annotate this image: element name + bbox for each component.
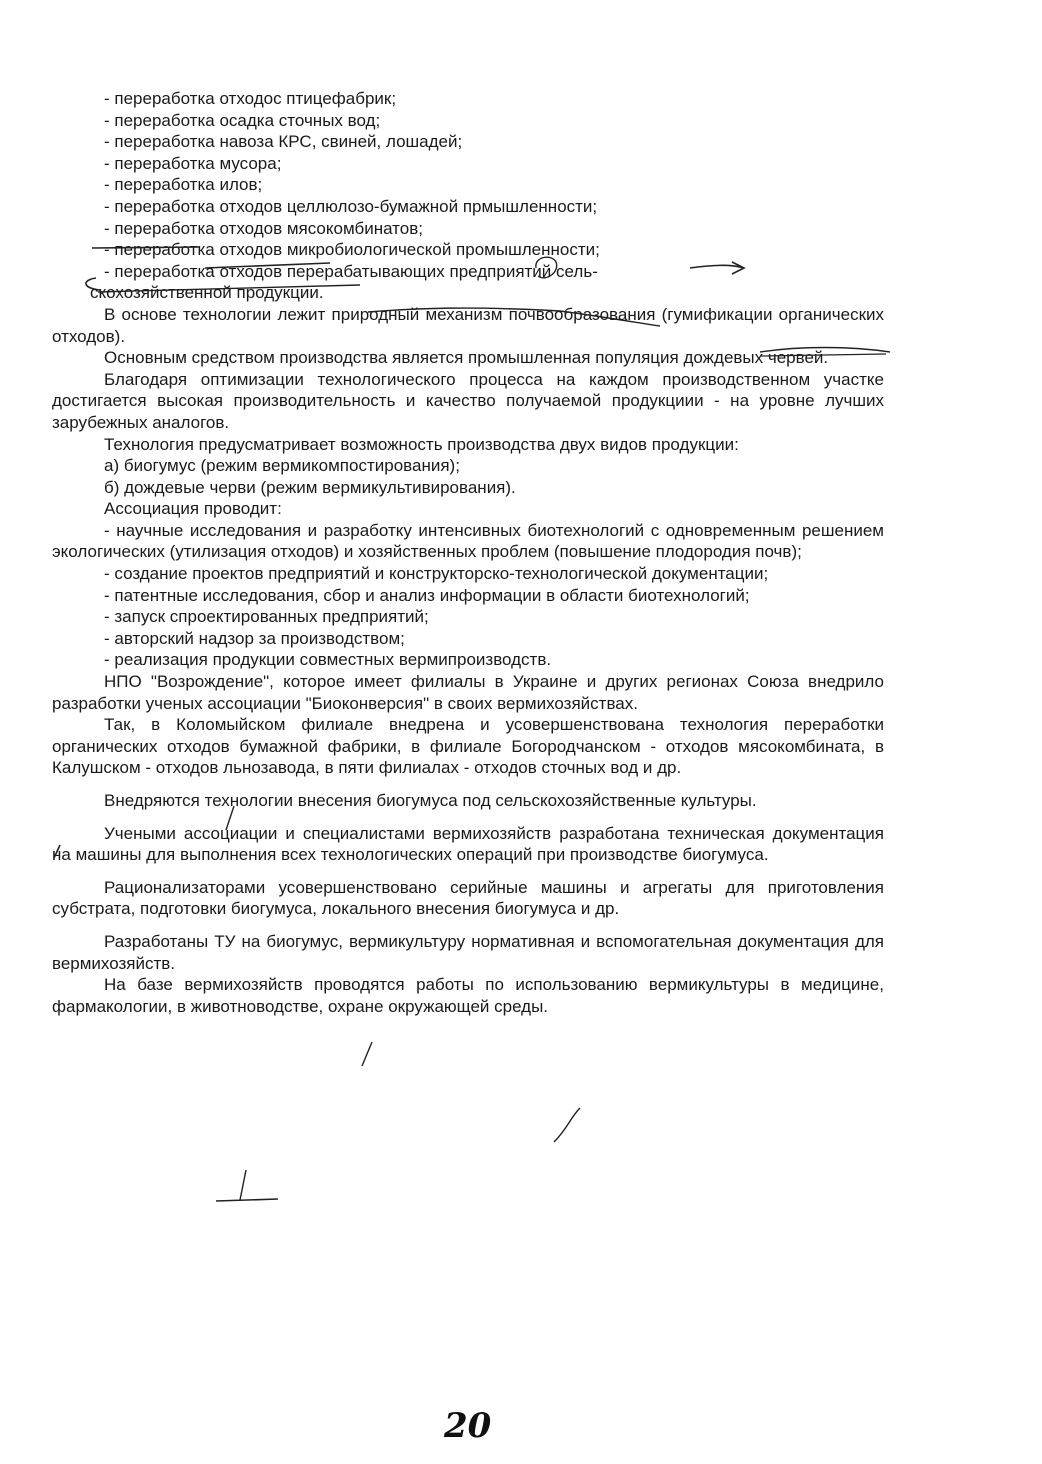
paragraph: Внедряются технологии внесения биогумуса под сельскохозяйственные культуры.: [104, 791, 757, 810]
correction-mark: [362, 1042, 372, 1066]
list-item: б) дождевые черви (режим вермикультивирования).: [104, 477, 516, 497]
paragraph: В основе технологии лежит природный механизм почвообразования (гумификации органических отходов).: [52, 304, 884, 346]
paragraph: Основным средством производства является промышленная популяция дождевых червей.: [104, 348, 829, 368]
document-body: [52, 88, 884, 1017]
list-item: - переработка отходов микробиологической промышленности;: [104, 240, 600, 260]
paragraph: - патентные исследования, сбор и анализ информации в области биотехнологий;: [104, 585, 750, 605]
list-item: - переработка навоза КРС, свиней, лошадей;: [104, 132, 463, 152]
correction-mark: [554, 1108, 580, 1142]
page-number: 20: [444, 1406, 492, 1446]
list-item: - переработка осадка сточных вод;: [104, 110, 381, 130]
paragraph: На базе вермихозяйств проводятся работы по использованию вермикультуры в медицине, фармакологии, в животноводстве, охране окружающей среды.: [52, 975, 884, 1016]
underline-mark: [216, 1199, 278, 1201]
list-item: - переработка отходос птицефабрик;: [104, 89, 397, 108]
paragraph: Технология предусматривает возможность производства двух видов продукции:: [104, 434, 739, 454]
paragraph: Рационализаторами усовершенствовано серийные машины и агрегаты для приготовления субстрата, подготовки биогумуса, локального внесения биогумуса и др.: [52, 877, 884, 919]
paragraph: Ассоциация проводит:: [104, 499, 282, 519]
paragraph: Благодаря оптимизации технологического процесса на каждом производственном участке достигается высокая производительность и качество получаемой продукциии - на уровне лучших зарубежных аналогов.: [52, 369, 884, 432]
list-item: - переработка илов;: [104, 175, 263, 195]
paragraph: Разработаны ТУ на биогумус, вермикультуру нормативная и вспомогательная документация для вермихозяйств.: [52, 931, 884, 973]
paragraph: Учеными ассоциации и специалистами вермихозяйств разработана техническая документация на машины для выполнения всех технологических операций при производстве биогумуса.: [52, 823, 884, 865]
paragraph: НПО "Возрождение", которое имеет филиалы в Украине и других регионах Союза внедрило разработки ученых ассоциации "Биоконверсия" в своих вермихозяйствах.: [52, 672, 884, 713]
paragraph: Так, в Коломыйском филиале внедрена и усовершенствована технология переработки органических отходов бумажной фабрики, в филиале Богородчанском - отходов мясокомбината, в Калушском - отходов льнозавода, в пяти филиалах - отходов сточных вод и др.: [52, 715, 884, 778]
list-item: скохозяйственной продукции.: [90, 283, 324, 303]
list-item: а) биогумус (режим вермикомпостирования);: [104, 456, 460, 476]
list-item: - запуск спроектированных предприятий;: [104, 607, 429, 627]
list-item: - переработка отходов целлюлозо-бумажной прмышленности;: [104, 196, 598, 216]
paragraph: - создание проектов предприятий и конструкторско-технологической документации;: [104, 564, 769, 584]
correction-mark: [240, 1170, 246, 1200]
list-item: - переработка отходов мясокомбинатов;: [104, 218, 423, 238]
list-item: - реализация продукции совместных вермипроизводств.: [104, 650, 552, 670]
list-item: - переработка отходов перерабатывающих предприятий сель-: [104, 261, 598, 281]
list-item: - переработка мусора;: [104, 153, 282, 173]
paragraph: - научные исследования и разработку интенсивных биотехнологий с одновременным решением экологических (утилизация отходов) и хозяйственных проблем (повышение плодородия почв);: [52, 520, 884, 562]
list-item: - авторский надзор за производством;: [104, 628, 405, 648]
